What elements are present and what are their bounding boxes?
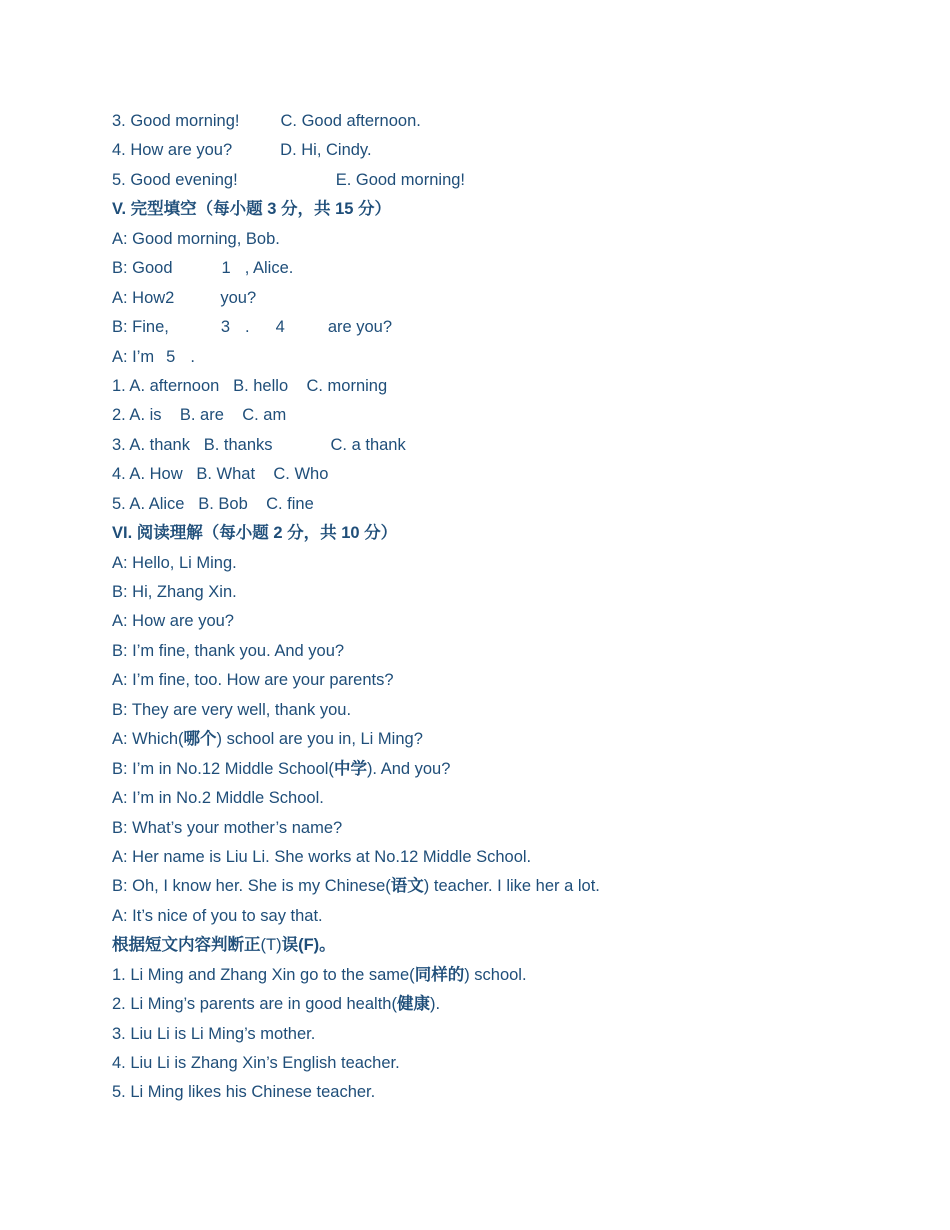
reading-text: B: Oh, I know her. She is my Chinese( xyxy=(112,877,391,896)
greeting-left: 3. Good morning! xyxy=(112,112,240,130)
dialog-text: . xyxy=(245,318,250,337)
reading-text: ) teacher. I like her a lot. xyxy=(423,877,600,896)
instruction-text: 误 xyxy=(281,936,299,955)
dialog-line-1: A: Good morning, Bob. xyxy=(112,229,280,248)
section-5-title xyxy=(112,195,892,224)
blank-number: 1 xyxy=(221,259,231,278)
blank-number: 5 xyxy=(166,347,176,366)
dialog-text: A: I’m xyxy=(112,347,155,366)
reading-line-5: A: I’m fine, too. How are your parents? xyxy=(112,671,394,690)
greeting-right: C. Good afternoon. xyxy=(280,112,421,130)
judge-question-5: 5. Li Ming likes his Chinese teacher. xyxy=(112,1083,376,1102)
judge-question-1 xyxy=(112,961,892,990)
option-row-3 xyxy=(112,431,892,460)
chinese-gloss: 同样的 xyxy=(414,965,465,984)
instruction-text: (F)。 xyxy=(298,936,336,955)
greeting-row-5 xyxy=(112,166,892,195)
question-text: ) school. xyxy=(464,965,527,984)
chinese-gloss: 中学 xyxy=(333,759,367,778)
section-number: V xyxy=(112,200,122,219)
greeting-left: 4. How are you? xyxy=(112,141,233,160)
option-row-4: 4. A. How B. What C. Who xyxy=(112,465,329,484)
reading-line-9: A: I’m in No.2 Middle School. xyxy=(112,789,324,808)
judge-question-2 xyxy=(112,990,892,1019)
worksheet-page xyxy=(112,107,892,1108)
blank-number: 3 xyxy=(220,318,231,337)
reading-line-7 xyxy=(112,725,892,754)
greeting-right: D. Hi, Cindy. xyxy=(280,141,372,160)
dialog-text: are you? xyxy=(327,318,393,337)
judge-question-3: 3. Liu Li is Li Ming’s mother. xyxy=(112,1024,316,1043)
instruction-text: (T) xyxy=(260,936,282,955)
option-row-2: 2. A. is B. are C. am xyxy=(112,406,287,425)
option-text: C. a thank xyxy=(330,435,406,454)
greeting-left: 5. Good evening! xyxy=(112,170,238,189)
dialog-text: , Alice. xyxy=(244,259,294,278)
chinese-gloss: 哪个 xyxy=(183,730,217,749)
option-row-5: 5. A. Alice B. Bob C. fine xyxy=(112,494,314,513)
reading-line-2: B: Hi, Zhang Xin. xyxy=(112,583,237,601)
reading-line-6: B: They are very well, thank you. xyxy=(112,700,352,719)
greeting-right: E. Good morning! xyxy=(335,170,466,189)
reading-line-12 xyxy=(112,872,892,901)
reading-line-4: B: I’m fine, thank you. And you? xyxy=(112,641,345,660)
instruction-text: 根据短文内容判断正 xyxy=(112,936,261,955)
question-text: 2. Li Ming’s parents are in good health( xyxy=(112,995,397,1014)
reading-text: ). And you? xyxy=(366,759,451,778)
option-row-1: 1. A. afternoon B. hello C. morning xyxy=(112,376,388,395)
reading-line-11: A: Her name is Liu Li. She works at No.12 Middle School. xyxy=(112,847,532,866)
dialog-line-5 xyxy=(112,343,892,372)
question-text: 1. Li Ming and Zhang Xin go to the same( xyxy=(112,965,415,984)
dialog-line-3 xyxy=(112,284,892,313)
blank-number: 4 xyxy=(275,318,285,337)
reading-line-3: A: How are you? xyxy=(112,612,234,631)
dialog-text: . xyxy=(190,347,195,366)
reading-line-8 xyxy=(112,755,892,784)
dialog-text: B: Fine, xyxy=(112,318,169,337)
greeting-row-3 xyxy=(112,107,892,136)
judge-instruction xyxy=(112,931,892,960)
reading-line-13: A: It’s nice of you to say that. xyxy=(112,906,323,925)
dialog-line-2 xyxy=(112,254,892,283)
section-title-text: . 完型填空（每小题 3 分，共 15 分） xyxy=(121,200,392,219)
reading-line-10: B: What’s your mother’s name? xyxy=(112,818,343,837)
dialog-text: you? xyxy=(220,288,257,307)
question-text: ). xyxy=(429,995,441,1014)
section-number: VI xyxy=(112,524,128,543)
chinese-gloss: 语文 xyxy=(390,877,424,896)
dialog-text: A: How2 xyxy=(112,288,175,307)
section-6-title xyxy=(112,519,892,548)
judge-question-4: 4. Liu Li is Zhang Xin’s English teacher. xyxy=(112,1054,400,1072)
dialog-text: B: Good xyxy=(112,259,173,278)
reading-line-1: A: Hello, Li Ming. xyxy=(112,553,237,572)
dialog-line-4 xyxy=(112,313,892,342)
reading-text: A: Which( xyxy=(112,730,184,749)
greeting-row-4 xyxy=(112,136,892,165)
reading-text: ) school are you in, Li Ming? xyxy=(216,730,423,749)
reading-text: B: I’m in No.12 Middle School( xyxy=(112,759,334,778)
option-text: 3. A. thank B. thanks xyxy=(112,435,273,454)
section-title-text: . 阅读理解（每小题 2 分，共 10 分） xyxy=(127,524,398,543)
chinese-gloss: 健康 xyxy=(396,995,430,1014)
